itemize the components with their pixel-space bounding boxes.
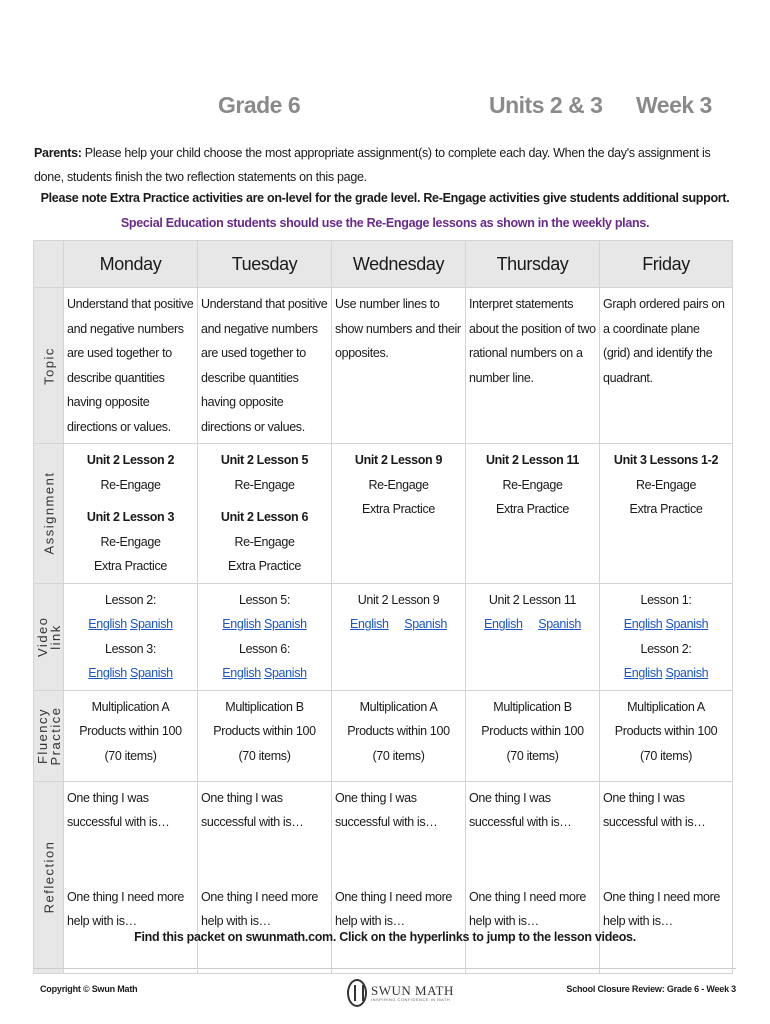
video-title: Unit 2 Lesson 11: [488, 592, 577, 607]
lesson-title: Unit 2 Lesson 5: [220, 453, 309, 467]
video-cell: [332, 583, 466, 690]
video-line: Lesson 3: English Spanish: [88, 641, 173, 680]
spanish-video-link[interactable]: Spanish: [404, 617, 447, 631]
grade-title: Grade 6: [218, 92, 301, 118]
video-line: Lesson 6: English Spanish: [222, 641, 307, 680]
lesson-title: Unit 2 Lesson 11: [485, 453, 580, 467]
assignment-item: Re-Engage: [234, 477, 295, 492]
reflection-cell: [64, 781, 198, 973]
fluency-row: [34, 690, 733, 781]
topic-cell: Use number lines to show numbers and their opposites.: [332, 288, 466, 444]
english-video-link[interactable]: English: [350, 617, 389, 631]
reflection-help: One thing I need more help with is…: [201, 889, 319, 928]
units-title: Units 2 & 3: [489, 92, 603, 118]
fluency-cell: Multiplication B Products within 100 (70 items): [466, 690, 600, 781]
day-header-tuesday: Tuesday: [198, 241, 332, 288]
reflection-success: One thing I was successful with is…: [201, 790, 304, 829]
video-cell: [64, 583, 198, 690]
parents-text: Please help your child choose the most appropriate assignment(s) to complete each day. When the day's assignment is done, students finish the two reflection statements on this page.: [34, 146, 711, 184]
english-video-link[interactable]: English: [623, 666, 663, 680]
lesson-title: Unit 2 Lesson 3: [86, 510, 175, 524]
fluency-cell: Multiplication A Products within 100 (70 items): [332, 690, 466, 781]
assignment-item: Re-Engage: [368, 477, 429, 492]
assignment-item: Extra Practice: [629, 502, 703, 516]
reflection-success: One thing I was successful with is…: [603, 790, 706, 829]
fluency-cell: Multiplication A Products within 100 (70 items): [64, 690, 198, 781]
fluency-cell: Multiplication A Products within 100 (70 items): [600, 690, 733, 781]
lesson-title: Unit 2 Lesson 6: [220, 510, 309, 524]
day-header-monday: Monday: [64, 241, 198, 288]
assignment-item: Extra Practice: [362, 502, 435, 516]
spanish-video-link[interactable]: Spanish: [263, 617, 307, 631]
assignment-cell: [198, 444, 332, 584]
video-line: Lesson 2: English Spanish: [623, 641, 709, 680]
extra-practice-note: Please note Extra Practice activities are on-level for the grade level. Re-Engage activities give students additional support.: [40, 191, 730, 205]
video-line: [335, 612, 462, 637]
spanish-video-link[interactable]: Spanish: [665, 666, 709, 680]
reflection-row: [34, 781, 733, 973]
video-line: Lesson 1: English Spanish: [623, 592, 709, 631]
assignment-cell: [332, 444, 466, 584]
english-video-link[interactable]: English: [222, 666, 261, 680]
assignment-item: Extra Practice: [228, 559, 301, 573]
reflection-help: One thing I need more help with is…: [67, 889, 185, 928]
reflection-cell: [332, 781, 466, 973]
video-line: [469, 612, 596, 637]
spanish-video-link[interactable]: Spanish: [665, 617, 709, 631]
day-header-wednesday: Wednesday: [332, 241, 466, 288]
assignment-item: Extra Practice: [496, 502, 569, 516]
parents-label: Parents:: [34, 146, 82, 160]
reflection-help: One thing I need more help with is…: [469, 889, 587, 928]
assignment-cell: [600, 444, 733, 584]
document-label: School Closure Review: Grade 6 - Week 3: [566, 984, 736, 994]
reflection-help: One thing I need more help with is…: [603, 889, 721, 928]
assignment-cell: [466, 444, 600, 584]
english-video-link[interactable]: English: [623, 617, 663, 631]
spanish-video-link[interactable]: Spanish: [129, 666, 173, 680]
swun-math-logo: SWUN MATH INSPIRING CONFIDENCE IN MATH: [347, 977, 454, 1009]
english-video-link[interactable]: English: [88, 666, 127, 680]
packet-footer-note: Find this packet on swunmath.com. Click on the hyperlinks to jump to the lesson videos.: [134, 930, 636, 944]
topic-cell: Understand that positive and negative numbers are used together to describe quantities having opposite directions or values.: [64, 288, 198, 444]
assignment-item: Re-Engage: [100, 477, 161, 492]
row-label-video: Video link: [34, 583, 64, 690]
row-label-fluency: Fluency Practice: [34, 690, 64, 781]
english-video-link[interactable]: English: [222, 617, 261, 631]
assignment-item: Re-Engage: [635, 477, 697, 492]
topic-cell: Graph ordered pairs on a coordinate plane (grid) and identify the quadrant.: [600, 288, 733, 444]
assignment-item: Re-Engage: [502, 477, 563, 492]
video-title: Unit 2 Lesson 9: [357, 592, 440, 607]
video-cell: [198, 583, 332, 690]
footer-divider: [33, 968, 736, 969]
reflection-help: One thing I need more help with is…: [335, 889, 453, 928]
reflection-cell: [600, 781, 733, 973]
english-video-link[interactable]: English: [88, 617, 127, 631]
spanish-video-link[interactable]: Spanish: [129, 617, 173, 631]
swun-logo-icon: [347, 979, 367, 1007]
day-header-thursday: Thursday: [466, 241, 600, 288]
lesson-title: Unit 2 Lesson 2: [86, 453, 175, 467]
assignment-row: [34, 444, 733, 584]
video-cell: [600, 583, 733, 690]
day-header-friday: Friday: [600, 241, 733, 288]
assignment-item: Re-Engage: [234, 534, 295, 549]
topic-row: [34, 288, 733, 444]
parents-note: [34, 141, 734, 189]
topic-cell: Interpret statements about the position of two rational numbers on a number line.: [466, 288, 600, 444]
reflection-success: One thing I was successful with is…: [335, 790, 438, 829]
topic-cell: Understand that positive and negative numbers are used together to describe quantities having opposite directions or values.: [198, 288, 332, 444]
assignment-item: Re-Engage: [100, 534, 161, 549]
reflection-cell: [198, 781, 332, 973]
copyright-text: Copyright © Swun Math: [40, 984, 138, 994]
row-label-reflection: Reflection: [34, 781, 64, 973]
week-title: Week 3: [636, 92, 712, 118]
special-education-note: Special Education students should use the Re-Engage lessons as shown in the weekly plans.: [120, 216, 650, 230]
day-header-row: [34, 241, 733, 288]
reflection-cell: [466, 781, 600, 973]
english-video-link[interactable]: English: [484, 617, 523, 631]
lesson-title: Unit 2 Lesson 9: [354, 453, 443, 467]
page-header: [0, 92, 770, 126]
video-line: Lesson 5: English Spanish: [222, 592, 307, 631]
reflection-success: One thing I was successful with is…: [469, 790, 572, 829]
corner-cell: [34, 241, 64, 288]
lesson-title: Unit 3 Lessons 1-2: [613, 453, 719, 467]
weekly-plan-table: [33, 240, 733, 974]
spanish-video-link[interactable]: Spanish: [263, 666, 307, 680]
video-cell: [466, 583, 600, 690]
assignment-cell: [64, 444, 198, 584]
reflection-success: One thing I was successful with is…: [67, 790, 170, 829]
row-label-assignment: Assignment: [34, 444, 64, 584]
fluency-cell: Multiplication B Products within 100 (70 items): [198, 690, 332, 781]
spanish-video-link[interactable]: Spanish: [538, 617, 581, 631]
video-row: [34, 583, 733, 690]
video-line: Lesson 2: English Spanish: [88, 592, 173, 631]
row-label-topic: Topic: [34, 288, 64, 444]
assignment-item: Extra Practice: [94, 559, 167, 573]
